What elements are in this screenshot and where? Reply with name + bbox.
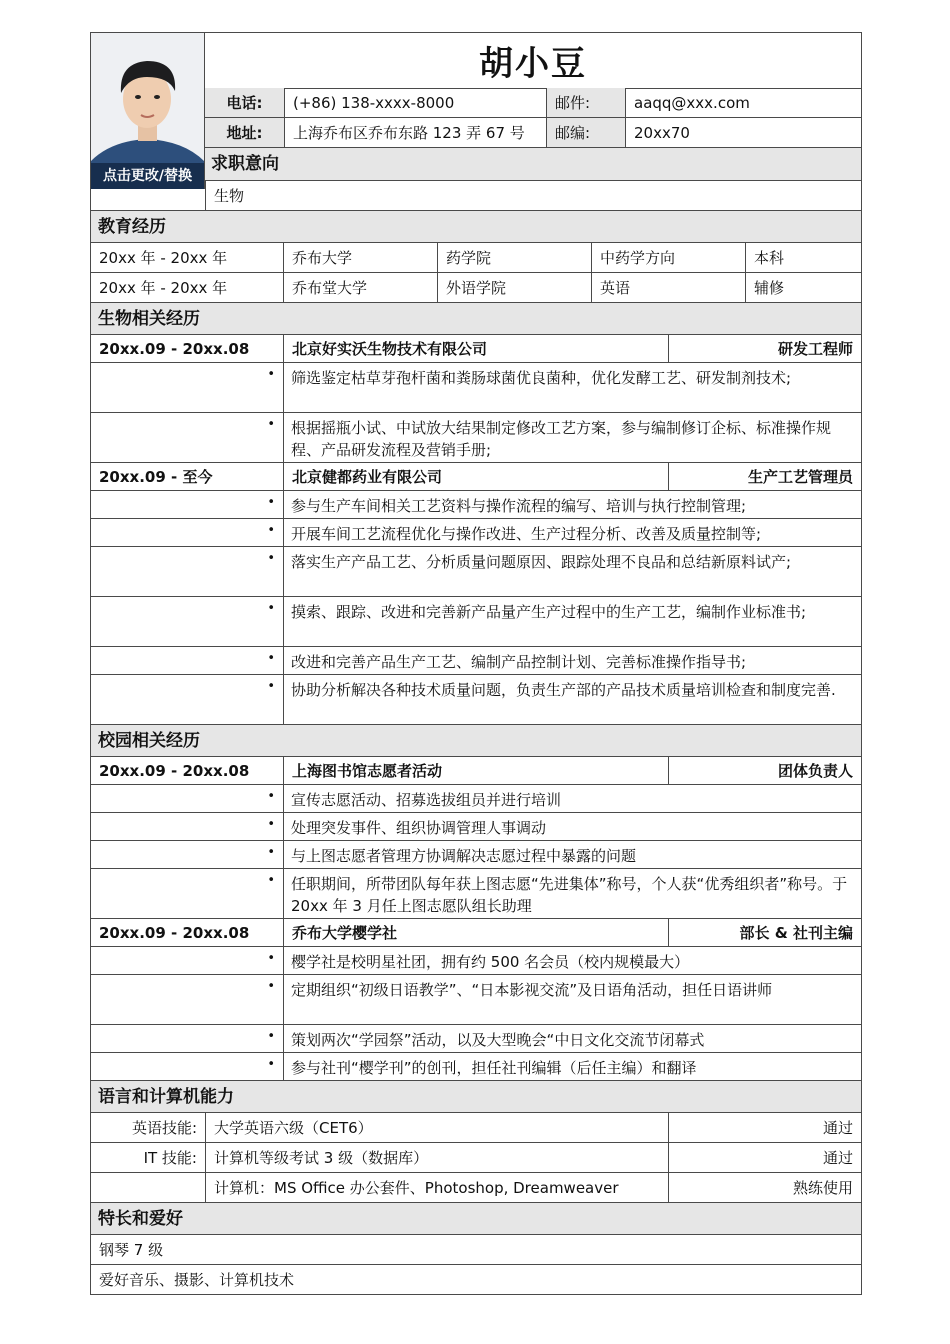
campus-bullet-text: 参与社刊“樱学刊”的创刊，担任社刊编辑（后任主编）和翻译 [283, 1053, 861, 1080]
job-company: 北京好实沃生物技术有限公司 [283, 335, 668, 362]
skill-row [91, 1143, 861, 1173]
job-bullet-row [91, 363, 861, 413]
photo-change-caption[interactable]: 点击更改/替换 [91, 163, 204, 189]
intent-title: 求职意向 [205, 148, 861, 180]
bullet-marker: • [267, 873, 275, 888]
campus-period: 20xx.09 - 20xx.08 [99, 923, 250, 942]
contact-row-1 [205, 88, 861, 118]
resume [90, 32, 862, 1295]
email-value: aaqq@xxx.com [625, 88, 861, 117]
job-role: 生产工艺管理员 [668, 463, 861, 490]
skill-label: IT 技能: [143, 1149, 197, 1167]
job-bullet-row [91, 647, 861, 675]
campus-bullet-row [91, 813, 861, 841]
phone-value: (+86) 138-xxxx-8000 [284, 88, 546, 117]
bullet-marker: • [267, 417, 275, 432]
job-bullet-row [91, 597, 861, 647]
job-bullet-text: 筛选鉴定枯草芽孢杆菌和粪肠球菌优良菌种，优化发酵工艺、研发制剂技术; [283, 363, 861, 412]
campus-header-row [91, 757, 861, 785]
skill-row [91, 1113, 861, 1143]
job-bullet-row [91, 519, 861, 547]
campus-header-row [91, 919, 861, 947]
bullet-marker: • [267, 789, 275, 804]
skill-label: 英语技能: [131, 1119, 197, 1137]
skill-item: 计算机等级考试 3 级（数据库） [205, 1143, 668, 1172]
contact-row-2 [205, 118, 861, 148]
campus-bullet-text: 樱学社是校明星社团，拥有约 500 名会员（校内规模最大） [283, 947, 861, 974]
job-header-row [91, 463, 861, 491]
address-label: 地址: [205, 118, 284, 147]
bullet-marker: • [267, 601, 275, 616]
education-title: 教育经历 [91, 211, 861, 243]
education-period: 20xx 年 - 20xx 年 [99, 279, 228, 297]
bullet-marker: • [267, 1029, 275, 1044]
profile-photo[interactable] [91, 33, 205, 189]
address-value: 上海乔布区乔布东路 123 弄 67 号 [284, 118, 546, 147]
skill-item: 计算机：MS Office 办公套件、Photoshop, Dreamweaver [205, 1173, 668, 1202]
email-label: 邮件: [546, 88, 625, 117]
bullet-marker: • [267, 551, 275, 566]
campus-role: 团体负责人 [668, 757, 861, 784]
job-company: 北京健都药业有限公司 [283, 463, 668, 490]
skill-level: 熟练使用 [668, 1173, 861, 1202]
education-period: 20xx 年 - 20xx 年 [99, 249, 228, 267]
skill-item: 大学英语六级（CET6） [205, 1113, 668, 1142]
job-header-row [91, 335, 861, 363]
bullet-marker: • [267, 495, 275, 510]
education-college: 外语学院 [437, 273, 591, 302]
campus-org: 乔布大学樱学社 [283, 919, 668, 946]
hobby-row [91, 1235, 861, 1265]
bullet-marker: • [267, 845, 275, 860]
campus-bullet-row [91, 947, 861, 975]
campus-bullet-text: 处理突发事件、组织协调管理人事调动 [283, 813, 861, 840]
intent-row [91, 181, 861, 211]
header-block [91, 33, 861, 184]
bullet-marker: • [267, 979, 275, 994]
job-bullet-row [91, 413, 861, 463]
skill-level: 通过 [668, 1113, 861, 1142]
campus-bullet-row [91, 975, 861, 1025]
hobby-row [91, 1265, 861, 1295]
campus-bullet-text: 任职期间，所带团队每年获上图志愿“先进集体”称号，个人获“优秀组织者”称号。于 20xx 年 3 月任上图志愿队组长助理 [283, 869, 861, 918]
campus-period: 20xx.09 - 20xx.08 [99, 761, 250, 780]
hobby-item: 爱好音乐、摄影、计算机技术 [99, 1271, 295, 1289]
job-period: 20xx.09 - 20xx.08 [99, 339, 250, 358]
education-major: 中药学方向 [591, 243, 745, 272]
campus-org: 上海图书馆志愿者活动 [283, 757, 668, 784]
campus-role: 部长 & 社刊主编 [668, 919, 861, 946]
job-bullet-row [91, 491, 861, 519]
bullet-marker: • [267, 367, 275, 382]
job-bullet-text: 协助分析解决各种技术质量问题，负责生产部的产品技术质量培训检查和制度完善. [283, 675, 861, 724]
campus-bullet-row [91, 869, 861, 919]
bullet-marker: • [267, 1057, 275, 1072]
job-bullet-text: 开展车间工艺流程优化与操作改进、生产过程分析、改善及质量控制等; [283, 519, 861, 546]
education-school: 乔布堂大学 [283, 273, 437, 302]
job-bullet-text: 摸索、跟踪、改进和完善新产品量产生产过程中的生产工艺，编制作业标准书; [283, 597, 861, 646]
job-bullet-text: 改进和完善产品生产工艺、编制产品控制计划、完善标准操作指导书; [283, 647, 861, 674]
bullet-marker: • [267, 523, 275, 538]
work-title: 生物相关经历 [91, 303, 861, 335]
skill-label [91, 1173, 205, 1202]
campus-bullet-row [91, 1025, 861, 1053]
campus-title: 校园相关经历 [91, 725, 861, 757]
campus-bullet-text: 定期组织“初级日语教学”、“日本影视交流”及日语角活动，担任日语讲师 [283, 975, 861, 1024]
bullet-marker: • [267, 651, 275, 666]
job-bullet-row [91, 547, 861, 597]
job-bullet-text: 落实生产产品工艺、分析质量问题原因、跟踪处理不良品和总结新原料试产; [283, 547, 861, 596]
bullet-marker: • [267, 679, 275, 694]
intent-value: 生物 [205, 181, 861, 210]
phone-label: 电话: [205, 88, 284, 117]
job-bullet-row [91, 675, 861, 725]
education-college: 药学院 [437, 243, 591, 272]
job-bullet-text: 根据摇瓶小试、中试放大结果制定修改工艺方案，参与编制修订企标、标准操作规程、产品研发流程及营销手册; [283, 413, 861, 462]
skill-level: 通过 [668, 1143, 861, 1172]
campus-bullet-text: 策划两次“学园祭”活动，以及大型晚会“中日文化交流节闭幕式 [283, 1025, 861, 1052]
education-school: 乔布大学 [283, 243, 437, 272]
education-row [91, 273, 861, 303]
campus-bullet-text: 与上图志愿者管理方协调解决志愿过程中暴露的问题 [283, 841, 861, 868]
education-row [91, 243, 861, 273]
hobbies-title: 特长和爱好 [91, 1203, 861, 1235]
skills-title: 语言和计算机能力 [91, 1081, 861, 1113]
education-major: 英语 [591, 273, 745, 302]
education-degree: 本科 [745, 243, 861, 272]
campus-bullet-row [91, 841, 861, 869]
candidate-name: 胡小豆 [205, 33, 861, 89]
zip-value: 20xx70 [625, 118, 861, 147]
campus-bullet-text: 宣传志愿活动、招募选拔组员并进行培训 [283, 785, 861, 812]
bullet-marker: • [267, 951, 275, 966]
bullet-marker: • [267, 817, 275, 832]
job-bullet-text: 参与生产车间相关工艺资料与操作流程的编写、培训与执行控制管理; [283, 491, 861, 518]
skill-row [91, 1173, 861, 1203]
zip-label: 邮编: [546, 118, 625, 147]
job-period: 20xx.09 - 至今 [99, 468, 213, 486]
hobby-item: 钢琴 7 级 [99, 1241, 164, 1259]
job-role: 研发工程师 [668, 335, 861, 362]
education-degree: 辅修 [745, 273, 861, 302]
campus-bullet-row [91, 1053, 861, 1081]
campus-bullet-row [91, 785, 861, 813]
